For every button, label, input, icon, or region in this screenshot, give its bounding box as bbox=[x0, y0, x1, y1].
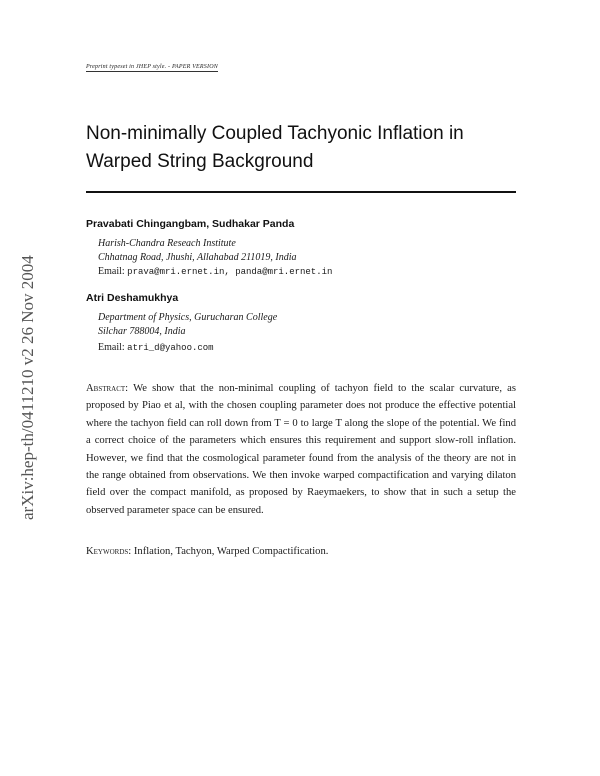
email-label-2: Email: bbox=[98, 342, 125, 353]
abstract-text: We show that the non-minimal coupling of tachyon field to the scalar curvature, as proposed by Piao et al, with the chosen coupling parameter does not produce the effective potential where the tachyon field can roll down from T = 0 to large T along the slope of the potential. We find a correct choice of the parameters which ensures this requirement and support slow-roll inflation. However, we find that the cosmological parameter found from the analysis of the theory are not in the range obtained from observations. We then invoke warped compactification and varying dilaton field over the compact manifold, as proposed by Raeymaekers, to show that in such a setup the observed parameter space can be ensured. bbox=[86, 383, 516, 516]
email-label-1: Email: bbox=[98, 266, 125, 277]
affiliation-2-line2: Silchar 788004, India bbox=[98, 326, 186, 337]
keywords bbox=[86, 546, 328, 557]
author-names-2: Atri Deshamukhya bbox=[86, 292, 179, 304]
affiliation-2-line1: Department of Physics, Gurucharan College bbox=[98, 312, 278, 323]
arxiv-identifier: arXiv:hep-th/0411210 v2 26 Nov 2004 bbox=[18, 255, 37, 520]
author-names-1: Pravabati Chingangbam, Sudhakar Panda bbox=[86, 218, 295, 230]
title-rule bbox=[86, 191, 516, 193]
keywords-text: Inflation, Tachyon, Warped Compactification. bbox=[133, 546, 329, 557]
abstract bbox=[86, 380, 516, 519]
email-address-2[interactable]: atri_d@yahoo.com bbox=[127, 343, 214, 353]
email-address-1[interactable]: prava@mri.ernet.in, panda@mri.ernet.in bbox=[127, 267, 333, 277]
affiliation-1-line2: Chhatnag Road, Jhushi, Allahabad 211019, India bbox=[98, 252, 297, 263]
keywords-label: Keywords: bbox=[86, 546, 132, 557]
email-line-1 bbox=[98, 266, 332, 277]
email-line-2 bbox=[98, 342, 214, 353]
preprint-header-note: Preprint typeset in JHEP style. - PAPER VERSION bbox=[86, 64, 218, 70]
affiliation-1-line1: Harish-Chandra Reseach Institute bbox=[98, 238, 236, 249]
abstract-label: Abstract: bbox=[86, 383, 129, 394]
paper-title: Non-minimally Coupled Tachyonic Inflation in Warped String Background bbox=[86, 123, 464, 172]
